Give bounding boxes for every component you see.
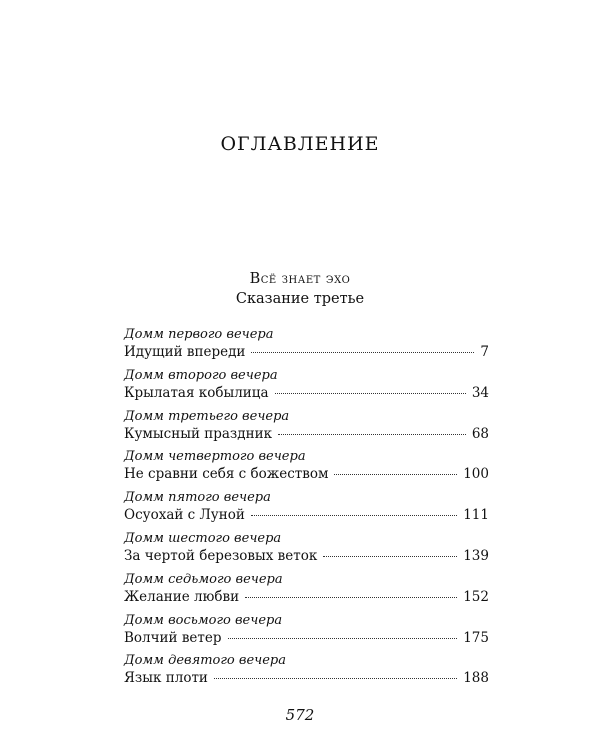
toc-entry [124,367,489,408]
entry-caption: Домм третьего вечера [124,408,290,424]
entry-title: За чертой березовых веток [124,547,318,564]
dot-leader [275,393,466,394]
entry-caption: Домм девятого вечера [124,653,286,669]
entry-line [124,465,489,483]
entry-page-number: 68 [471,425,489,442]
entry-line [124,343,489,361]
entry-page-number: 139 [463,547,489,564]
dot-leader [334,474,457,475]
entry-line [124,384,489,402]
dot-leader [228,638,458,639]
entry-page-number: 175 [463,629,489,646]
entry-line [124,547,489,565]
entry-title: Идущий впереди [124,344,246,360]
entry-line [124,506,489,524]
entry-title: Язык плоти [124,670,208,687]
entry-line [124,669,489,687]
entry-page-number: 188 [463,670,489,687]
toc-entry [124,612,489,653]
entry-title: Желание любви [124,588,240,605]
entry-caption: Домм шестого вечера [124,530,282,546]
entry-line [124,588,489,606]
toc-entry [124,408,489,449]
entry-caption: Домм четвертого вечера [124,449,306,465]
part-title: Всё знает эхо [249,271,351,287]
part-subtitle: Сказание третье [235,291,365,307]
entry-line [124,425,489,443]
entry-page-number: 111 [463,507,489,524]
entry-caption: Домм пятого вечера [124,490,271,506]
dot-leader [251,352,474,353]
entry-page-number: 152 [463,588,489,605]
entry-title: Кумысный праздник [124,425,273,442]
entry-line [124,629,489,647]
dot-leader [245,597,457,598]
toc-entry [124,571,489,612]
entry-title: Не сравни себя с божеством [124,466,329,483]
entry-caption: Домм седьмого вечера [124,571,283,587]
entry-page-number: 7 [480,344,489,360]
page-number: 572 [285,706,315,724]
entry-caption: Домм второго вечера [124,367,278,383]
toc-entries [124,326,489,693]
toc-entry [124,448,489,489]
toc-entry [124,652,489,693]
entry-caption: Домм первого вечера [124,327,274,342]
dot-leader [214,678,457,679]
dot-leader [251,515,457,516]
entry-caption: Домм восьмого вечера [124,612,283,628]
toc-heading: ОГЛАВЛЕНИЕ [220,133,380,155]
dot-leader [278,434,466,435]
dot-leader [323,556,457,557]
toc-entry [124,326,489,367]
toc-entry [124,530,489,571]
entry-title: Осуохай с Луной [124,507,245,524]
entry-page-number: 100 [463,466,489,483]
entry-title: Волчий ветер [124,629,222,646]
entry-title: Крылатая кобылица [124,384,269,401]
entry-page-number: 34 [471,384,489,401]
toc-entry [124,489,489,530]
